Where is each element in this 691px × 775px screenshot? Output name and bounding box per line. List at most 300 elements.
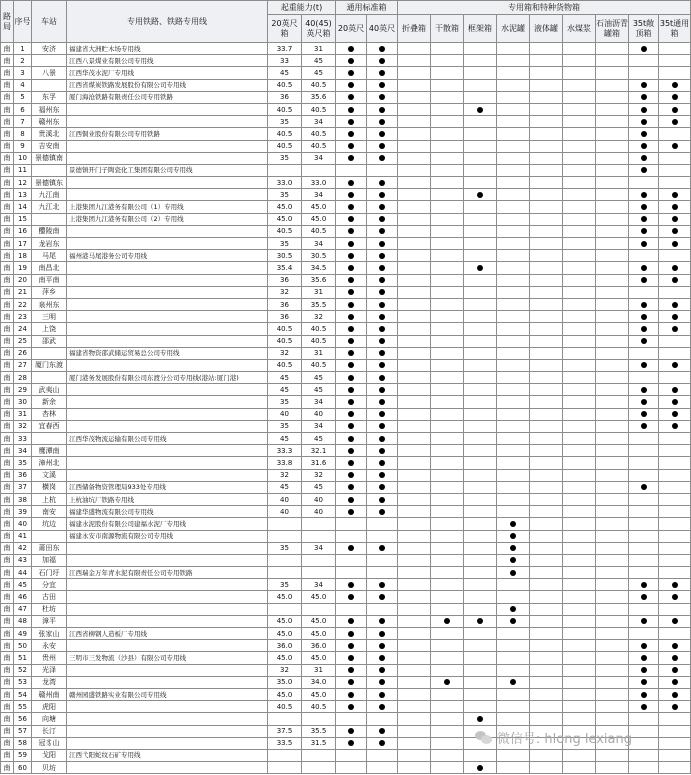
cap20-cell: 32	[268, 347, 302, 359]
bureau-cell: 南	[1, 359, 14, 371]
header-spec-cement: 水泥罐	[497, 15, 530, 43]
available-dot-icon	[379, 143, 385, 149]
spec-cell-8	[659, 433, 691, 445]
station-cell	[32, 433, 67, 445]
spec-cell-4	[530, 542, 563, 554]
std40-cell	[367, 518, 398, 530]
seq-cell: 52	[14, 664, 32, 676]
spec-cell-4	[530, 250, 563, 262]
available-dot-icon	[477, 716, 483, 722]
available-dot-icon	[348, 326, 354, 332]
spec-cell-5	[563, 79, 596, 91]
bureau-cell: 南	[1, 225, 14, 237]
std20-cell	[336, 433, 367, 445]
spec-cell-2	[464, 652, 497, 664]
spec-cell-7	[629, 347, 659, 359]
available-dot-icon	[510, 570, 516, 576]
spec-cell-5	[563, 567, 596, 579]
seq-cell: 55	[14, 701, 32, 713]
table-row	[1, 457, 691, 469]
spec-cell-5	[563, 457, 596, 469]
spec-cell-7	[629, 408, 659, 420]
seq-cell: 25	[14, 335, 32, 347]
spec-cell-7	[629, 725, 659, 737]
spec-cell-3	[497, 701, 530, 713]
seq-cell: 47	[14, 603, 32, 615]
spec-cell-2	[464, 445, 497, 457]
company-cell: 江西八景煤业有限公司专用线	[67, 55, 268, 67]
table-row	[1, 664, 691, 676]
spec-cell-3	[497, 457, 530, 469]
cap20-cell: 35	[268, 579, 302, 591]
spec-cell-5	[563, 128, 596, 140]
std40-cell	[367, 433, 398, 445]
station-cell: 贝坊	[32, 762, 67, 774]
std20-cell	[336, 676, 367, 688]
spec-cell-1	[431, 591, 464, 603]
spec-cell-8	[659, 676, 691, 688]
available-dot-icon	[641, 314, 647, 320]
std20-cell	[336, 79, 367, 91]
table-row	[1, 372, 691, 384]
company-cell	[67, 640, 268, 652]
spec-cell-2	[464, 79, 497, 91]
available-dot-icon	[641, 167, 647, 173]
spec-cell-8	[659, 128, 691, 140]
cap20-cell: 30.5	[268, 250, 302, 262]
spec-cell-2	[464, 493, 497, 505]
seq-cell: 15	[14, 213, 32, 225]
cap40-cell: 45.0	[302, 688, 336, 700]
seq-cell: 53	[14, 676, 32, 688]
cap40-cell: 31	[302, 43, 336, 55]
std40-cell	[367, 79, 398, 91]
spec-cell-6	[596, 103, 629, 115]
spec-cell-0	[398, 652, 431, 664]
std40-cell	[367, 640, 398, 652]
spec-cell-2	[464, 286, 497, 298]
cap20-cell: 33.7	[268, 43, 302, 55]
table-row	[1, 152, 691, 164]
table-row	[1, 628, 691, 640]
spec-cell-6	[596, 359, 629, 371]
spec-cell-5	[563, 298, 596, 310]
header-cap40: 40(45)英尺箱	[302, 15, 336, 43]
available-dot-icon	[672, 107, 678, 113]
seq-cell: 57	[14, 725, 32, 737]
spec-cell-1	[431, 433, 464, 445]
spec-cell-4	[530, 238, 563, 250]
spec-cell-7	[629, 286, 659, 298]
spec-cell-2	[464, 567, 497, 579]
spec-cell-3	[497, 762, 530, 774]
available-dot-icon	[379, 362, 385, 368]
spec-cell-4	[530, 652, 563, 664]
spec-cell-3	[497, 554, 530, 566]
cap40-cell: 34	[302, 238, 336, 250]
spec-cell-6	[596, 762, 629, 774]
spec-cell-0	[398, 384, 431, 396]
spec-cell-1	[431, 688, 464, 700]
std20-cell	[336, 286, 367, 298]
cap20-cell: 45	[268, 372, 302, 384]
spec-cell-2	[464, 91, 497, 103]
available-dot-icon	[348, 497, 354, 503]
available-dot-icon	[348, 460, 354, 466]
available-dot-icon	[641, 411, 647, 417]
spec-cell-7	[629, 55, 659, 67]
bureau-cell: 南	[1, 445, 14, 457]
cap40-cell: 34	[302, 396, 336, 408]
spec-cell-6	[596, 615, 629, 627]
station-cell	[32, 347, 67, 359]
bureau-cell: 南	[1, 652, 14, 664]
available-dot-icon	[641, 143, 647, 149]
spec-cell-2	[464, 628, 497, 640]
spec-cell-1	[431, 396, 464, 408]
spec-cell-6	[596, 238, 629, 250]
spec-cell-2	[464, 43, 497, 55]
available-dot-icon	[348, 46, 354, 52]
bureau-cell: 南	[1, 725, 14, 737]
spec-cell-3	[497, 274, 530, 286]
company-cell: 福建永安市南源物流有限公司专用线	[67, 530, 268, 542]
company-cell: 福建省大洲贮木场专用线	[67, 43, 268, 55]
spec-cell-6	[596, 43, 629, 55]
available-dot-icon	[672, 204, 678, 210]
std40-cell	[367, 152, 398, 164]
spec-cell-5	[563, 664, 596, 676]
available-dot-icon	[379, 740, 385, 746]
std40-cell	[367, 396, 398, 408]
available-dot-icon	[348, 375, 354, 381]
cap40-cell: 34	[302, 542, 336, 554]
available-dot-icon	[641, 362, 647, 368]
table-row	[1, 749, 691, 761]
cap40-cell: 45	[302, 372, 336, 384]
cap20-cell: 45.0	[268, 628, 302, 640]
available-dot-icon	[379, 655, 385, 661]
available-dot-icon	[672, 643, 678, 649]
seq-cell: 41	[14, 530, 32, 542]
seq-cell: 23	[14, 311, 32, 323]
spec-cell-1	[431, 640, 464, 652]
bureau-cell: 南	[1, 238, 14, 250]
available-dot-icon	[641, 155, 647, 161]
spec-cell-3	[497, 335, 530, 347]
spec-cell-1	[431, 323, 464, 335]
cap20-cell: 40.5	[268, 128, 302, 140]
bureau-cell: 南	[1, 749, 14, 761]
spec-cell-8	[659, 396, 691, 408]
company-cell	[67, 335, 268, 347]
cap20-cell: 33.8	[268, 457, 302, 469]
spec-cell-5	[563, 749, 596, 761]
spec-cell-8	[659, 323, 691, 335]
available-dot-icon	[379, 594, 385, 600]
std40-cell	[367, 311, 398, 323]
std40-cell	[367, 408, 398, 420]
spec-cell-8	[659, 603, 691, 615]
spec-cell-7	[629, 335, 659, 347]
spec-cell-3	[497, 298, 530, 310]
bureau-cell: 南	[1, 688, 14, 700]
spec-cell-1	[431, 664, 464, 676]
available-dot-icon	[348, 241, 354, 247]
std40-cell	[367, 688, 398, 700]
spec-cell-8	[659, 445, 691, 457]
available-dot-icon	[379, 314, 385, 320]
std40-cell	[367, 67, 398, 79]
std40-cell	[367, 457, 398, 469]
available-dot-icon	[379, 704, 385, 710]
table-row	[1, 762, 691, 774]
std40-cell	[367, 286, 398, 298]
spec-cell-4	[530, 493, 563, 505]
spec-cell-8	[659, 749, 691, 761]
spec-cell-0	[398, 725, 431, 737]
bureau-cell: 南	[1, 335, 14, 347]
spec-cell-3	[497, 530, 530, 542]
spec-cell-8	[659, 506, 691, 518]
table-row	[1, 713, 691, 725]
std40-cell	[367, 676, 398, 688]
spec-cell-0	[398, 359, 431, 371]
spec-cell-8	[659, 701, 691, 713]
available-dot-icon	[379, 387, 385, 393]
bureau-cell: 南	[1, 469, 14, 481]
available-dot-icon	[510, 545, 516, 551]
spec-cell-7	[629, 372, 659, 384]
spec-cell-6	[596, 408, 629, 420]
station-cell: 长汀	[32, 725, 67, 737]
spec-cell-1	[431, 384, 464, 396]
spec-cell-5	[563, 445, 596, 457]
std20-cell	[336, 762, 367, 774]
available-dot-icon	[348, 631, 354, 637]
cap20-cell: 35	[268, 396, 302, 408]
station-cell: 永安	[32, 640, 67, 652]
spec-cell-6	[596, 676, 629, 688]
std20-cell	[336, 396, 367, 408]
spec-cell-2	[464, 213, 497, 225]
spec-cell-1	[431, 554, 464, 566]
spec-cell-0	[398, 506, 431, 518]
spec-cell-2	[464, 542, 497, 554]
spec-cell-6	[596, 591, 629, 603]
spec-cell-4	[530, 189, 563, 201]
available-dot-icon	[348, 655, 354, 661]
header-spec-asphalt: 石油沥青罐箱	[596, 15, 629, 43]
spec-cell-4	[530, 518, 563, 530]
spec-cell-8	[659, 530, 691, 542]
station-cell	[32, 79, 67, 91]
seq-cell: 45	[14, 579, 32, 591]
spec-cell-7	[629, 664, 659, 676]
available-dot-icon	[379, 326, 385, 332]
available-dot-icon	[672, 423, 678, 429]
spec-cell-1	[431, 225, 464, 237]
std20-cell	[336, 213, 367, 225]
station-cell: 武夷山	[32, 384, 67, 396]
cap40-cell: 40.5	[302, 335, 336, 347]
std20-cell	[336, 116, 367, 128]
spec-cell-2	[464, 359, 497, 371]
spec-cell-4	[530, 420, 563, 432]
bureau-cell: 南	[1, 116, 14, 128]
spec-cell-1	[431, 128, 464, 140]
spec-cell-1	[431, 518, 464, 530]
header-bureau: 路局	[1, 1, 14, 43]
available-dot-icon	[348, 692, 354, 698]
std20-cell	[336, 481, 367, 493]
std40-cell	[367, 567, 398, 579]
spec-cell-5	[563, 591, 596, 603]
available-dot-icon	[672, 314, 678, 320]
spec-cell-7	[629, 615, 659, 627]
available-dot-icon	[672, 704, 678, 710]
station-cell: 漳平	[32, 615, 67, 627]
cap40-cell: 40.5	[302, 140, 336, 152]
cap20-cell: 33.3	[268, 445, 302, 457]
spec-cell-8	[659, 262, 691, 274]
company-cell: 江西华茂物流运输有限公司专用线	[67, 433, 268, 445]
table-row	[1, 481, 691, 493]
spec-cell-8	[659, 359, 691, 371]
spec-cell-5	[563, 91, 596, 103]
header-spec-folding: 折叠箱	[398, 15, 431, 43]
cap20-cell: 33.0	[268, 177, 302, 189]
bureau-cell: 南	[1, 493, 14, 505]
available-dot-icon	[379, 94, 385, 100]
available-dot-icon	[641, 667, 647, 673]
header-std40: 40英尺	[367, 15, 398, 43]
available-dot-icon	[348, 704, 354, 710]
cap40-cell	[302, 164, 336, 176]
company-cell: 江西储备物资管理局933处专用线	[67, 481, 268, 493]
table-row	[1, 262, 691, 274]
spec-cell-5	[563, 762, 596, 774]
spec-cell-0	[398, 116, 431, 128]
spec-cell-0	[398, 335, 431, 347]
table-row	[1, 225, 691, 237]
spec-cell-7	[629, 177, 659, 189]
bureau-cell: 南	[1, 506, 14, 518]
spec-cell-5	[563, 140, 596, 152]
cap20-cell: 35.4	[268, 262, 302, 274]
cap40-cell: 40.5	[302, 103, 336, 115]
bureau-cell: 南	[1, 554, 14, 566]
cap20-cell: 32	[268, 469, 302, 481]
table-row	[1, 420, 691, 432]
spec-cell-7	[629, 262, 659, 274]
table-row	[1, 652, 691, 664]
spec-cell-3	[497, 262, 530, 274]
spec-cell-1	[431, 359, 464, 371]
spec-cell-2	[464, 554, 497, 566]
spec-cell-6	[596, 323, 629, 335]
spec-cell-4	[530, 433, 563, 445]
spec-cell-2	[464, 396, 497, 408]
available-dot-icon	[379, 618, 385, 624]
spec-cell-0	[398, 164, 431, 176]
std20-cell	[336, 664, 367, 676]
cap40-cell	[302, 749, 336, 761]
spec-cell-8	[659, 554, 691, 566]
spec-cell-3	[497, 347, 530, 359]
std40-cell	[367, 664, 398, 676]
seq-cell: 4	[14, 79, 32, 91]
spec-cell-0	[398, 274, 431, 286]
spec-cell-3	[497, 250, 530, 262]
spec-cell-6	[596, 554, 629, 566]
spec-cell-0	[398, 286, 431, 298]
spec-cell-4	[530, 664, 563, 676]
available-dot-icon	[348, 399, 354, 405]
bureau-cell: 南	[1, 213, 14, 225]
std20-cell	[336, 372, 367, 384]
available-dot-icon	[348, 94, 354, 100]
header-spec-35t-open: 35t敞顶箱	[629, 15, 659, 43]
std40-cell	[367, 116, 398, 128]
spec-cell-5	[563, 238, 596, 250]
table-row	[1, 396, 691, 408]
spec-cell-3	[497, 103, 530, 115]
cap20-cell: 40.5	[268, 335, 302, 347]
company-cell	[67, 420, 268, 432]
spec-cell-5	[563, 274, 596, 286]
spec-cell-7	[629, 688, 659, 700]
spec-cell-8	[659, 250, 691, 262]
spec-cell-0	[398, 311, 431, 323]
company-cell: 福建水泥股份有限公司建福水泥厂专用线	[67, 518, 268, 530]
spec-cell-7	[629, 506, 659, 518]
spec-cell-0	[398, 152, 431, 164]
spec-cell-7	[629, 250, 659, 262]
spec-cell-2	[464, 250, 497, 262]
available-dot-icon	[510, 521, 516, 527]
company-cell	[67, 274, 268, 286]
header-standard: 通用标准箱	[336, 1, 398, 15]
cap20-cell	[268, 713, 302, 725]
std20-cell	[336, 128, 367, 140]
spec-cell-3	[497, 713, 530, 725]
spec-cell-2	[464, 433, 497, 445]
spec-cell-8	[659, 713, 691, 725]
cap40-cell: 31	[302, 347, 336, 359]
cap20-cell: 33.5	[268, 737, 302, 749]
std40-cell	[367, 530, 398, 542]
station-cell: 漳州北	[32, 457, 67, 469]
available-dot-icon	[672, 399, 678, 405]
available-dot-icon	[672, 411, 678, 417]
spec-cell-0	[398, 372, 431, 384]
available-dot-icon	[348, 338, 354, 344]
table-row	[1, 298, 691, 310]
available-dot-icon	[379, 70, 385, 76]
station-cell: 泉州东	[32, 298, 67, 310]
spec-cell-7	[629, 152, 659, 164]
table-row	[1, 493, 691, 505]
std40-cell	[367, 140, 398, 152]
seq-cell: 36	[14, 469, 32, 481]
spec-cell-7	[629, 554, 659, 566]
cap40-cell: 36.0	[302, 640, 336, 652]
std20-cell	[336, 238, 367, 250]
spec-cell-2	[464, 335, 497, 347]
std40-cell	[367, 506, 398, 518]
available-dot-icon	[641, 204, 647, 210]
